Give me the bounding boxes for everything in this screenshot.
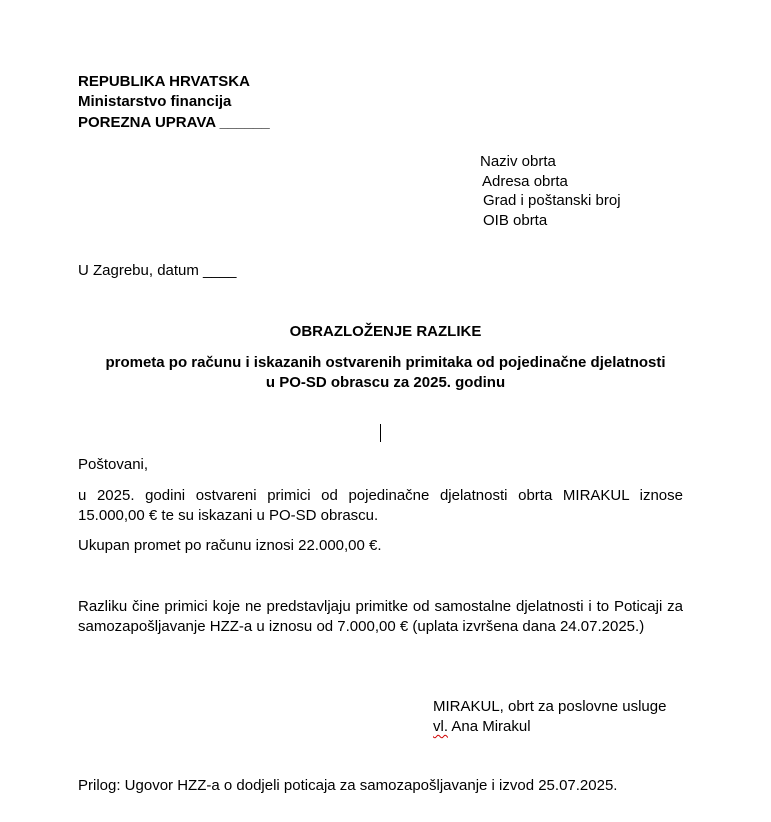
attachment-note: Prilog: Ugovor HZZ-a o dodjeli poticaja za samozapošljavanje i izvod 25.07.2025.	[78, 777, 618, 794]
document-subtitle-line1: prometa po računu i iskazanih ostvarenih primitaka od pojedinačne djelatnosti	[105, 354, 666, 371]
place-date: U Zagrebu, datum ____	[78, 262, 237, 279]
owner-name: Ana Mirakul	[451, 718, 531, 735]
sender-city: Grad i poštanski broj	[483, 192, 621, 209]
sender-name: Naziv obrta	[480, 153, 556, 170]
text-cursor	[380, 424, 381, 442]
header-ministry: Ministarstvo financija	[78, 93, 232, 110]
signature-company: MIRAKUL, obrt za poslovne usluge	[433, 698, 667, 715]
owner-prefix: vl.	[433, 718, 448, 735]
sender-address: Adresa obrta	[482, 173, 568, 190]
paragraph-income: u 2025. godini ostvareni primici od pojedinačne djelatnosti obrta MIRAKUL iznose 15.000,00 € te su iskazani u PO-SD obrascu.	[78, 487, 683, 524]
document-title: OBRAZLOŽENJE RAZLIKE	[289, 323, 482, 340]
signature-owner	[433, 717, 531, 737]
paragraph-difference: Razliku čine primici koje ne predstavljaju primitke od samostalne djelatnosti i to Poticaji za samozapošljavanje HZZ-a u iznosu od 7.000,00 € (uplata izvršena dana 24.07.2025.)	[78, 598, 683, 635]
header-republic: REPUBLIKA HRVATSKA	[78, 73, 250, 90]
paragraph-turnover: Ukupan promet po računu iznosi 22.000,00 €.	[78, 537, 382, 554]
document-subtitle-line2: u PO-SD obrascu za 2025. godinu	[265, 374, 506, 391]
greeting: Poštovani,	[78, 456, 149, 473]
header-tax-office: POREZNA UPRAVA ______	[78, 114, 270, 131]
sender-oib: OIB obrta	[483, 212, 548, 229]
